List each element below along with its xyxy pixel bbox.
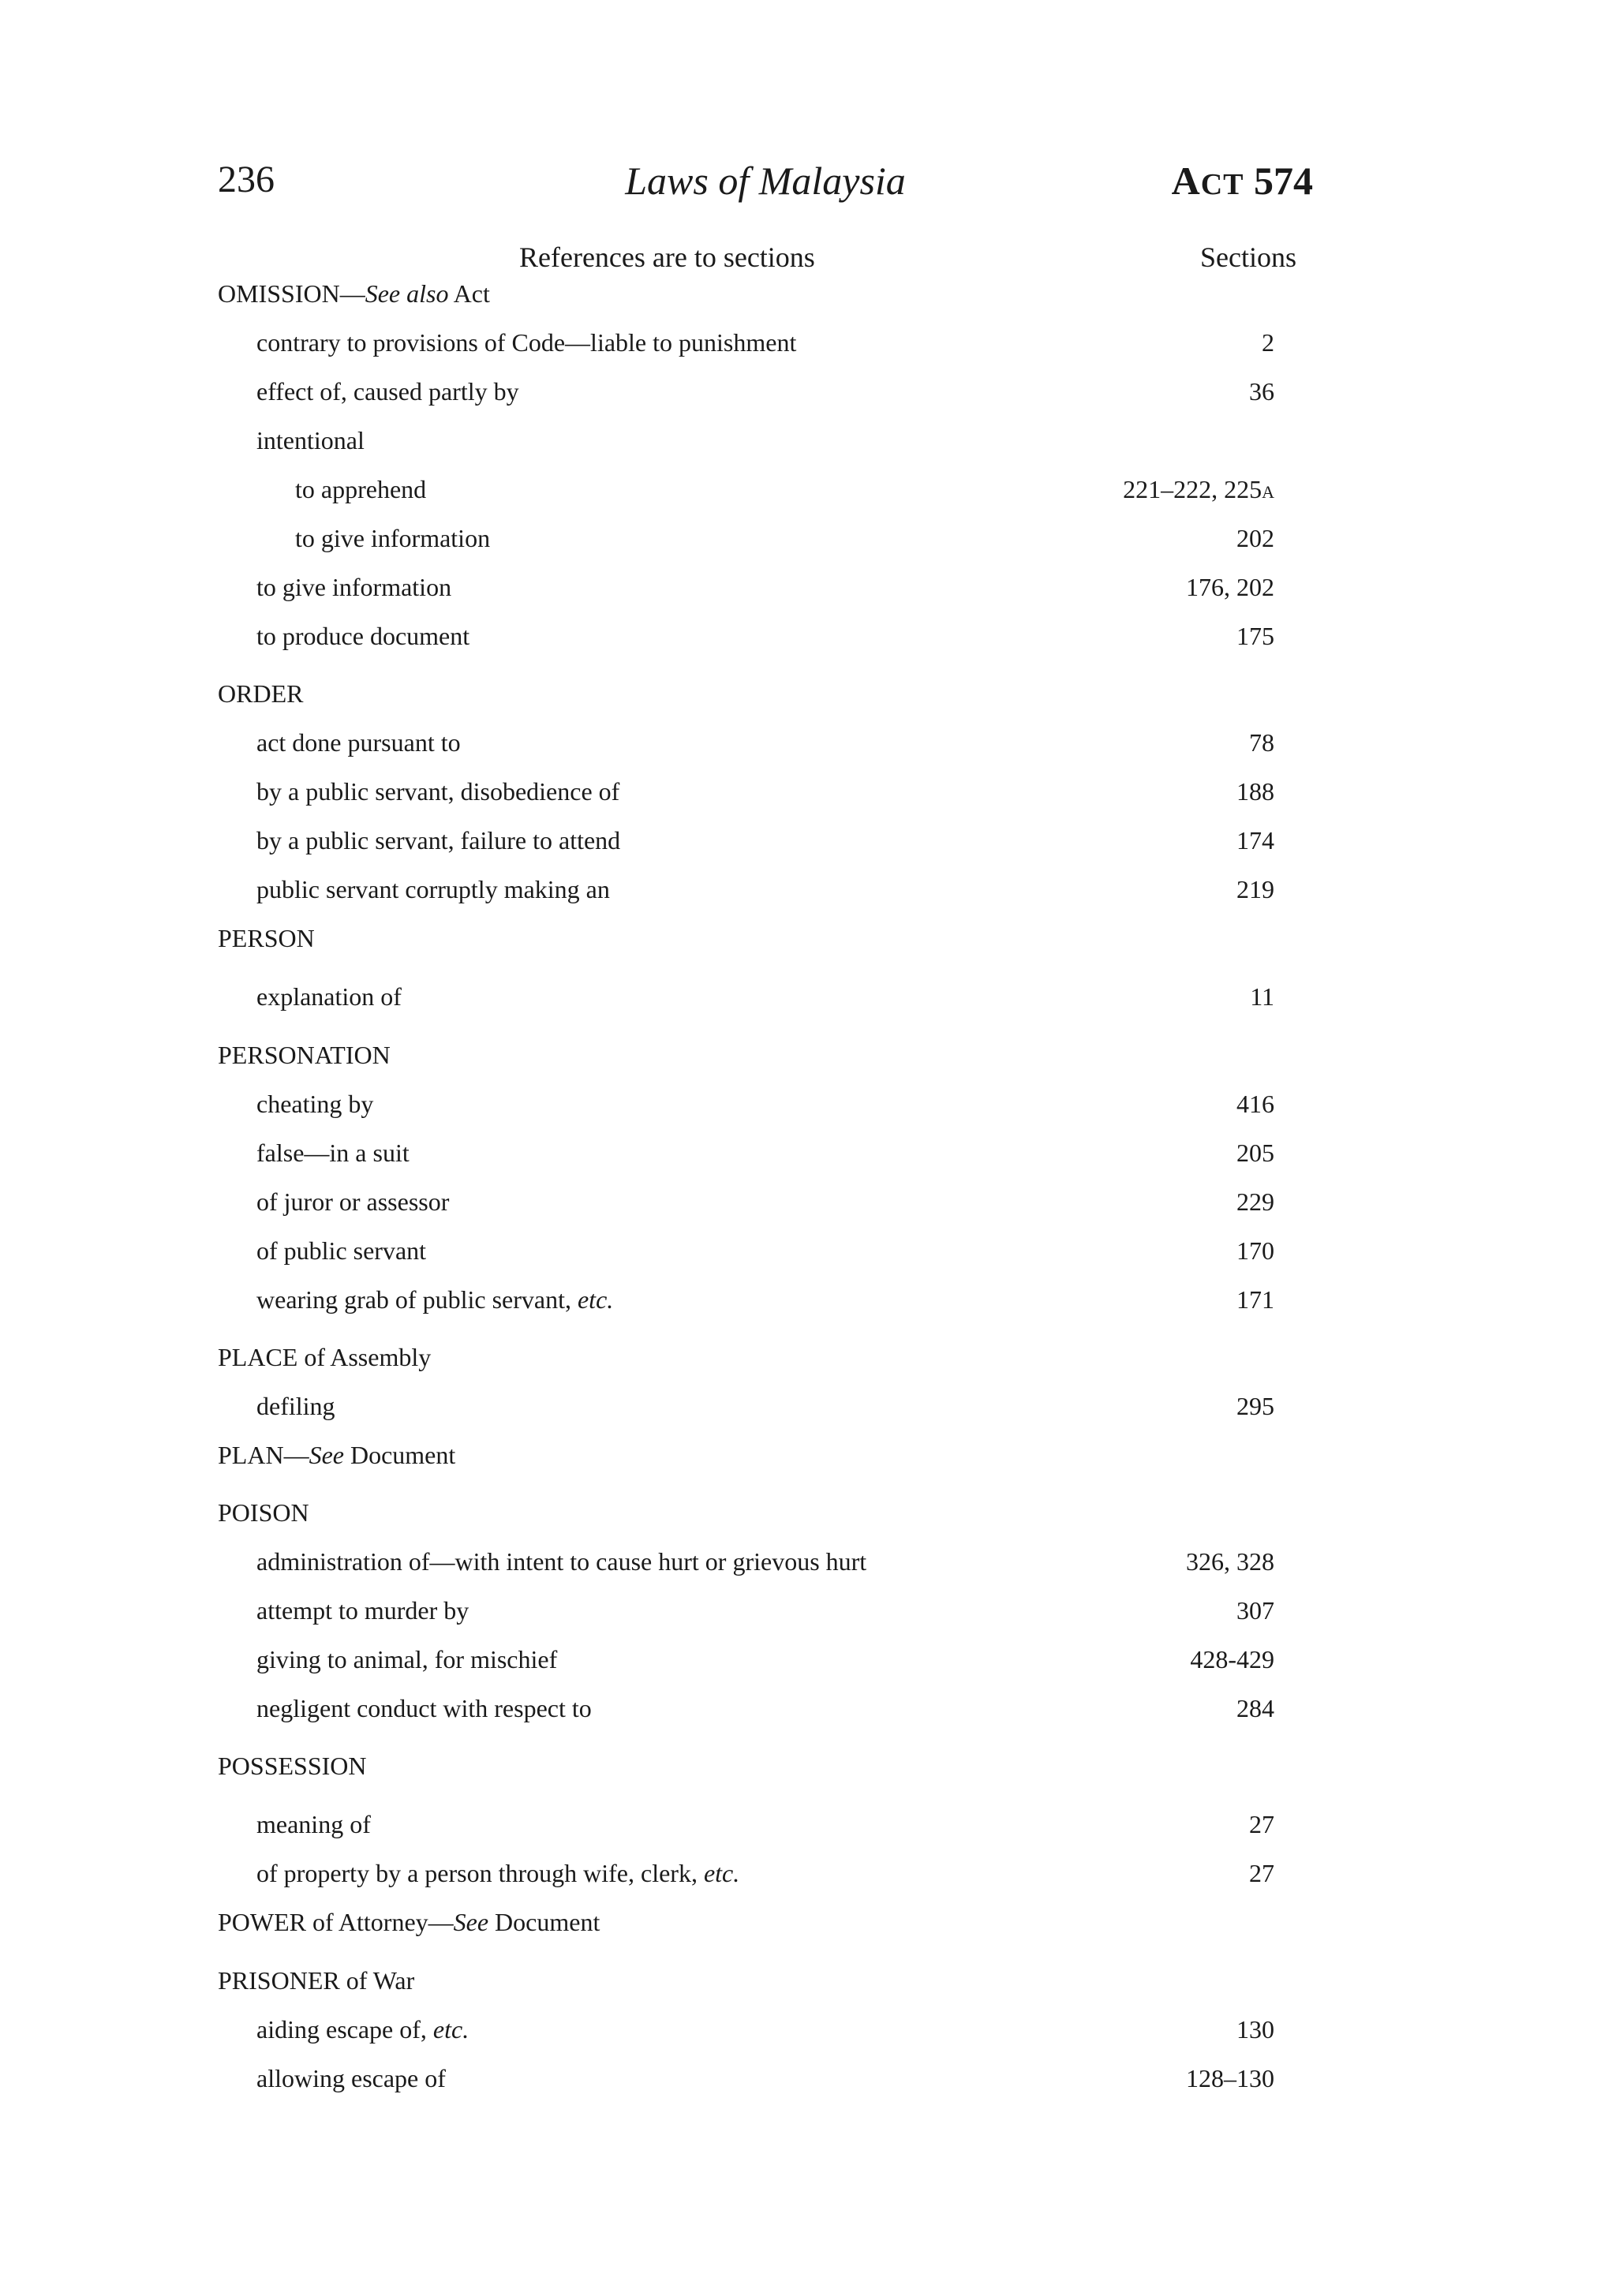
entry-label: PERSONATION xyxy=(218,1041,391,1069)
section-reference: 219 xyxy=(1236,875,1274,903)
section-reference: 174 xyxy=(1236,826,1274,854)
section-reference: 170 xyxy=(1236,1236,1274,1265)
entry-label: to give information xyxy=(256,573,452,601)
section-reference: 229 xyxy=(1236,1187,1274,1216)
entry-label: POISON xyxy=(218,1498,309,1527)
section-reference: 284 xyxy=(1236,1694,1274,1722)
entry-label: of public servant xyxy=(256,1236,427,1265)
section-reference: 428-429 xyxy=(1190,1645,1274,1673)
section-reference: 175 xyxy=(1236,622,1274,650)
entry-label: PLACE of Assembly xyxy=(218,1343,432,1371)
section-reference: 188 xyxy=(1236,777,1274,806)
running-title: Laws of Malaysia xyxy=(625,159,906,203)
section-reference: 416 xyxy=(1236,1090,1274,1118)
entry-label: PLAN—See Document xyxy=(218,1441,456,1469)
entry-label: contrary to provisions of Code—liable to punishment xyxy=(256,328,797,357)
section-reference: 36 xyxy=(1249,377,1274,406)
entry-label: of juror or assessor xyxy=(256,1187,450,1216)
act-number: 574 xyxy=(1254,159,1313,203)
section-reference: 78 xyxy=(1249,728,1274,757)
page-number: 236 xyxy=(218,159,275,200)
section-reference: 205 xyxy=(1236,1139,1274,1167)
entry-label: by a public servant, failure to attend xyxy=(256,826,621,854)
entry-label: intentional xyxy=(256,426,365,454)
page-header xyxy=(218,158,1313,213)
entry-label: wearing grab of public servant, etc. xyxy=(256,1285,614,1314)
section-reference: 202 xyxy=(1236,524,1274,552)
section-reference: 27 xyxy=(1249,1859,1274,1887)
act-label xyxy=(1172,158,1313,204)
section-reference: 27 xyxy=(1249,1810,1274,1838)
entry-label: administration of—with intent to cause hurt or grievous hurt xyxy=(256,1547,867,1576)
entry-label: to apprehend xyxy=(295,475,427,503)
entry-label: giving to animal, for mischief xyxy=(256,1645,558,1673)
entry-label: false—in a suit xyxy=(256,1139,410,1167)
act-word: ACT xyxy=(1171,159,1244,203)
entry-label: aiding escape of, etc. xyxy=(256,2015,469,2044)
entry-label: effect of, caused partly by xyxy=(256,377,519,406)
entry-label: of property by a person through wife, clerk, etc. xyxy=(256,1859,740,1887)
section-reference: 176, 202 xyxy=(1186,573,1274,601)
section-reference: 221–222, 225A xyxy=(1123,475,1274,503)
entry-label: act done pursuant to xyxy=(256,728,461,757)
entry-label: by a public servant, disobedience of xyxy=(256,777,620,806)
entry-label: meaning of xyxy=(256,1810,371,1838)
entry-label: PRISONER of War xyxy=(218,1966,415,1995)
entry-label: cheating by xyxy=(256,1090,374,1118)
references-column-header: References are to sections xyxy=(519,241,815,273)
entry-label: allowing escape of xyxy=(256,2064,446,2092)
entry-label: to give information xyxy=(295,524,491,552)
section-reference: 295 xyxy=(1236,1392,1274,1420)
entry-label: ORDER xyxy=(218,679,304,708)
section-reference: 307 xyxy=(1236,1596,1274,1625)
section-reference: 171 xyxy=(1236,1285,1274,1314)
entry-label: PERSON xyxy=(218,924,315,952)
entry-label: POSSESSION xyxy=(218,1752,367,1780)
entry-label: attempt to murder by xyxy=(256,1596,469,1625)
section-reference: 130 xyxy=(1236,2015,1274,2044)
entry-label: OMISSION—See also Act xyxy=(218,279,490,308)
section-reference: 326, 328 xyxy=(1186,1547,1274,1576)
entry-label: negligent conduct with respect to xyxy=(256,1694,592,1722)
entry-label: explanation of xyxy=(256,982,402,1011)
entry-label: to produce document xyxy=(256,622,470,650)
entry-label: public servant corruptly making an xyxy=(256,875,610,903)
section-reference: 128–130 xyxy=(1186,2064,1274,2092)
entry-label: POWER of Attorney—See Document xyxy=(218,1908,600,1936)
entry-label: defiling xyxy=(256,1392,335,1420)
section-reference: 2 xyxy=(1262,328,1274,357)
sections-column-header: Sections xyxy=(1200,241,1296,273)
section-reference: 11 xyxy=(1250,982,1274,1011)
